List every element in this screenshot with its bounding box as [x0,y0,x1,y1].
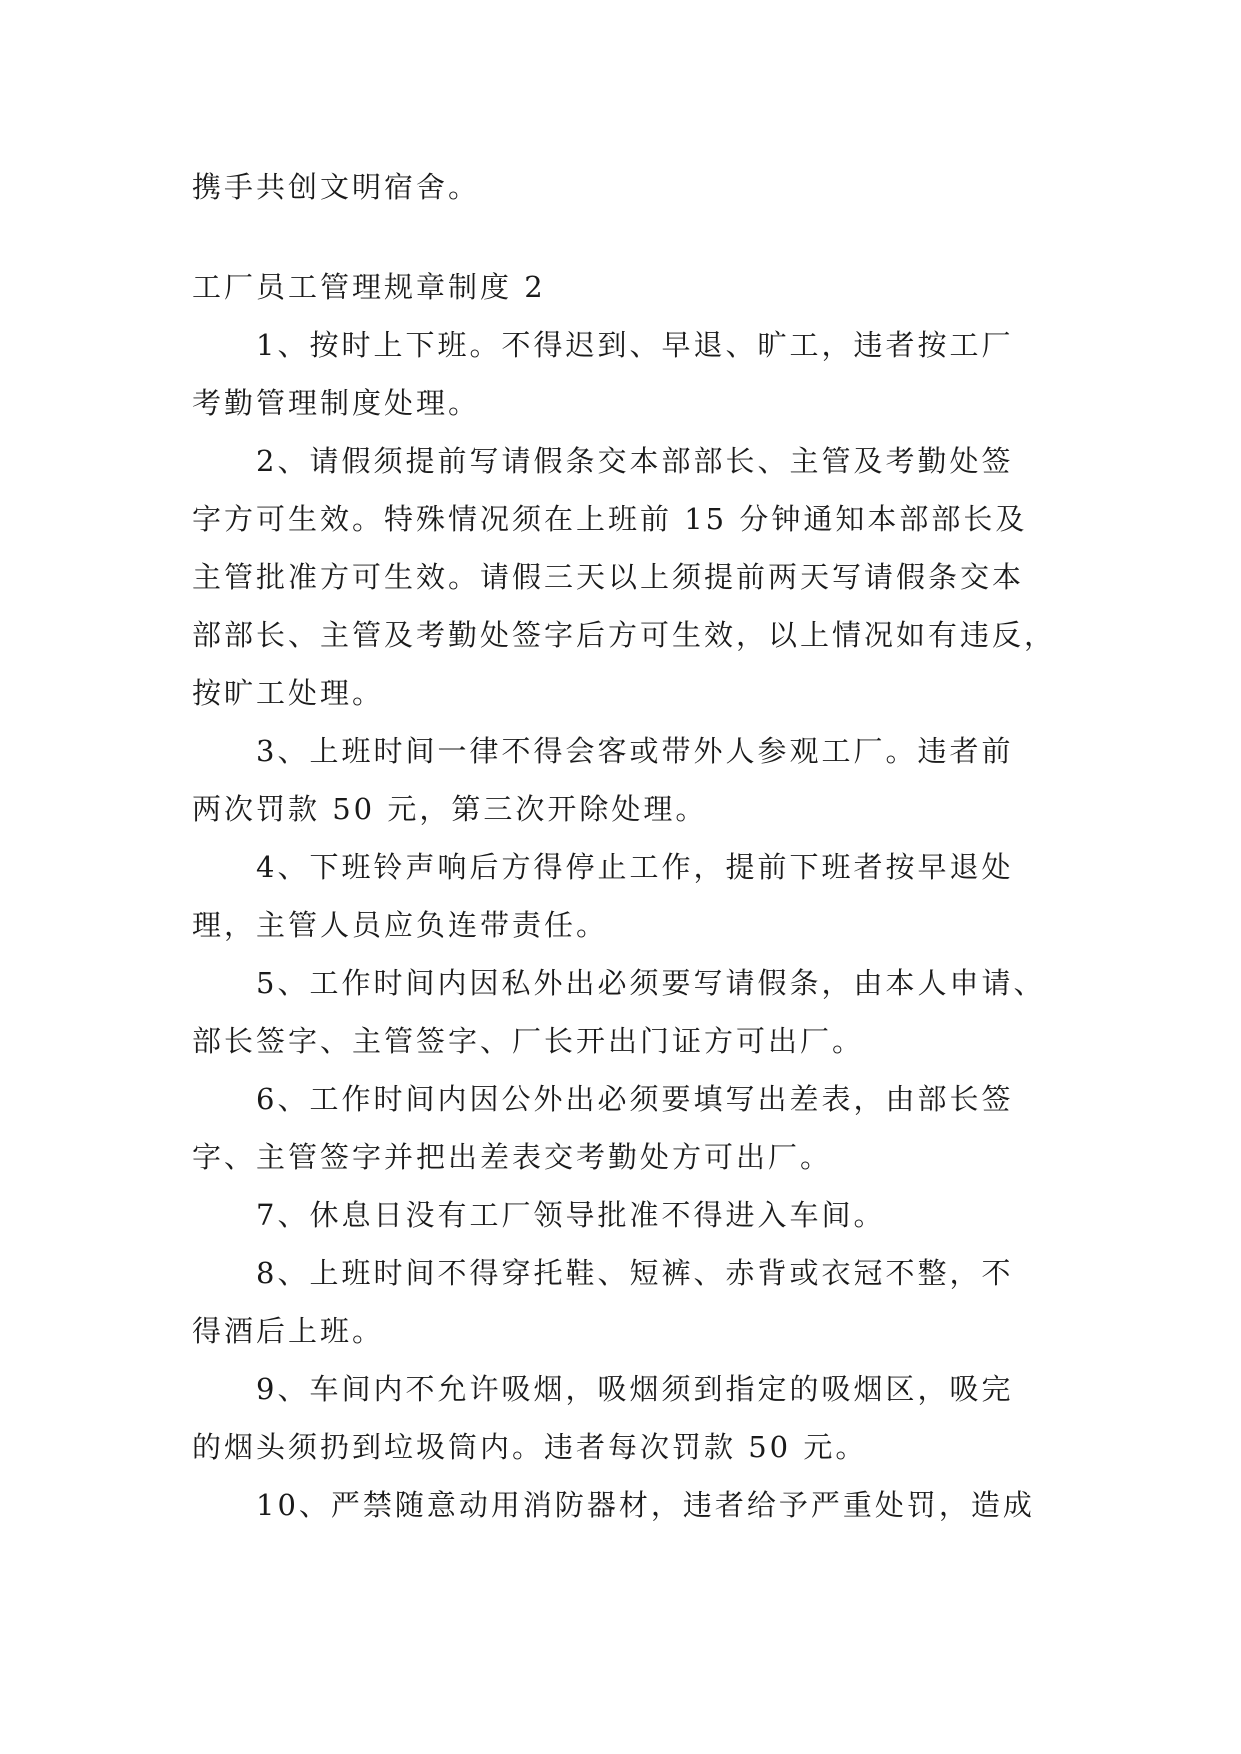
paragraph-line: 3、上班时间一律不得会客或带外人参观工厂。违者前 [256,734,1014,768]
section-title: 工厂员工管理规章制度 2 [192,270,546,304]
paragraph-line: 部部长、主管及考勤处签字后方可生效，以上情况如有违反， [192,618,1057,652]
paragraph-line: 按旷工处理。 [192,676,385,710]
paragraph-line: 得酒后上班。 [192,1314,385,1348]
rule-paragraph-9 [192,1360,1052,1476]
paragraph-line: 字方可生效。特殊情况须在上班前 15 分钟通知本部部长及 [192,502,1028,536]
paragraph-line: 考勤管理制度处理。 [192,386,481,420]
paragraph-line: 理，主管人员应负连带责任。 [192,908,609,942]
document-page [192,158,1057,1534]
paragraph-line: 主管批准方可生效。请假三天以上须提前两天写请假条交本 [192,560,1025,594]
paragraph-line: 5、工作时间内因私外出必须要写请假条，由本人申请、 [256,966,1046,1000]
rule-paragraph-4 [192,838,1052,954]
paragraph-line: 6、工作时间内因公外出必须要填写出差表，由部长签 [256,1082,1014,1116]
paragraph-line: 8、上班时间不得穿托鞋、短裤、赤背或衣冠不整，不 [256,1256,1014,1290]
paragraph-line: 2、请假须提前写请假条交本部部长、主管及考勤处签 [256,444,1014,478]
intro-line: 携手共创文明宿舍。 [192,170,481,204]
rule-paragraph-6 [192,1070,1052,1186]
rule-paragraph-2 [192,432,1057,722]
paragraph-line: 9、车间内不允许吸烟，吸烟须到指定的吸烟区，吸完 [256,1372,1014,1406]
rule-paragraph-1 [192,316,1052,432]
paragraph-line: 部长签字、主管签字、厂长开出门证方可出厂。 [192,1024,865,1058]
paragraph-line: 10、严禁随意动用消防器材，违者给予严重处罚，造成 [256,1488,1035,1522]
rule-paragraph-8 [192,1244,1052,1360]
paragraph-line: 字、主管签字并把出差表交考勤处方可出厂。 [192,1140,833,1174]
rule-paragraph-7 [192,1186,1052,1244]
rule-paragraph-10 [192,1476,1052,1534]
rule-paragraph-3 [192,722,1052,838]
paragraph-line: 的烟头须扔到垃圾筒内。违者每次罚款 50 元。 [192,1430,868,1464]
paragraph-line: 7、休息日没有工厂领导批准不得进入车间。 [256,1198,886,1232]
paragraph-line: 两次罚款 50 元，第三次开除处理。 [192,792,708,826]
section-spacer [192,216,1052,258]
paragraph-line: 1、按时上下班。不得迟到、早退、旷工，违者按工厂 [256,328,1014,362]
rule-paragraph-5 [192,954,1052,1070]
paragraph-line: 4、下班铃声响后方得停止工作，提前下班者按早退处 [256,850,1014,884]
